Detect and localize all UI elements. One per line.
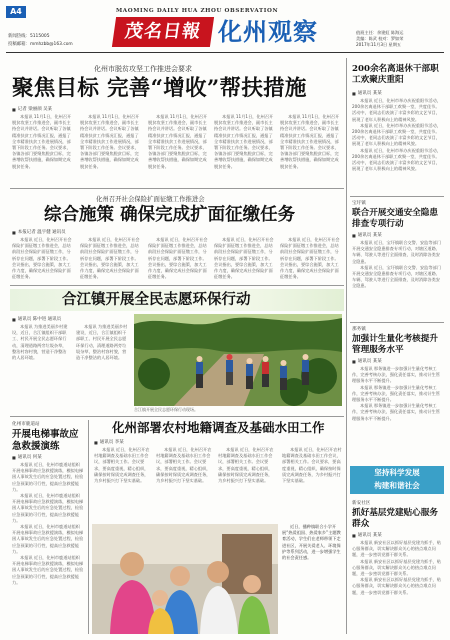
article-2-body: 本报讯 近日，化州召开社会保险扩面征缴工作推进会，总结前段社会保险扩面征缴工作，分析存在问题，部署下阶段工作。会议指出，要综合施策，加大工作力度，确保完成社会保险扩面征缴任务。 [12,237,72,280]
article-1-byline: ■ 记者 梁丽颜 吴某 [12,106,52,112]
phone-label: 新闻热线：5115005 [8,34,50,39]
photo-story-body: 本报讯 为推进美丽乡村建设，近日，合江镇组织干部职工、村民开展全民志愿环保行动，清理道路两旁垃圾杂草，整治村容村貌，营造干净整洁的人居环境。 [12,324,68,361]
date-line: 2017年11月3日 星期五 [356,42,402,47]
article-2-body-col4: 本报讯 近日，化州召开社会保险扩面征缴工作推进会，总结前段社会保险扩面征缴工作，分析存在问题，部署下阶段工作。会议指出，要综合施策，加大工作力度，确保完成社会保险扩面征缴任务。 [214,237,274,280]
right-article-4-kicker: 新安社区 [352,501,371,506]
divider-2 [10,285,344,286]
right-article-2-byline: ■ 通讯员 某某 [352,232,382,238]
article-1-body-col2: 本报讯 11月1日，化州召开脱贫攻坚工作推进会，副市长主持会议并讲话。会议听取了各镇精准扶贫工作情况汇报，通报了全市精准扶贫工作进展情况，部署下阶段工作任务。会议要求，各镇各部门要聚焦脱贫目标，完善增收帮扶措施，确保如期完成脱贫任务。 [80,114,140,169]
divider-1 [10,188,344,189]
article-2-body-col5: 本报讯 近日，化州召开社会保险扩面征缴工作推进会，总结前段社会保险扩面征缴工作，分析存在问题，部署下阶段工作。会议指出，要综合施策，加大工作力度，确保完成社会保险扩面征缴任务。 [280,237,340,280]
children-photo-caption: 近日，播种镇联合小学开展“热爱祖国、热爱家乡”主题教育活动，学生们在老师带领下走进社区，开展关爱老人、环境保护等系列活动，进一步增强学生的社会责任感。 [282,524,341,561]
photo-story-byline: ■ 通讯员 陈中进 通讯员 [12,316,61,322]
bottom-article-body: 本报讯 近日，化州召开农村地籍调查及基础水田工作会议，部署相关工作。会议要求，要高度重视，精心组织，确保按时保质完成调查任务，为乡村振兴打下坚实基础。 [94,447,150,484]
right-article-3-body: 本报讯 那务镇进一步加强计生量化考核工作，完善考核办法，强化责任落实，推动计生管理服务水平不断提升。 本报讯 那务镇进一步加强计生量化考核工作，完善考核办法，强化责任落实，推动计生管理服务水平不断提升。 本报讯 那务镇进一步加强计生量化考核工作，完善考核办法，强化责任落实，推动计生管理服务水平不断提升。 [352,366,440,421]
right-article-4-byline: ■ 通讯员 某某 [352,532,382,538]
email-label: 投稿邮箱：mmhzbb@163.com [8,42,73,47]
slogan-line-1: 坚持科学发展 [374,468,420,477]
masthead-rule [6,52,444,53]
article-1-body: 本报讯 11月1日，化州召开脱贫攻坚工作推进会，副市长主持会议并讲话。会议听取了各镇精准扶贫工作情况汇报，通报了全市精准扶贫工作进展情况，部署下阶段工作任务。会议要求，各镇各部门要聚焦脱贫目标，完善增收帮扶措施，确保如期完成脱贫任务。 [12,114,72,169]
newspaper-logo: 茂名日報 [112,17,214,47]
slogan-line-2: 构建和谐社会 [374,481,420,490]
bottom-article-byline: ■ 通讯员 李某 [94,439,124,445]
slogan-banner [350,466,444,494]
right-article-1-body: 本报讯 近日，化州市举办庆祝重阳节活动，200余名离退休干部职工欢聚一堂，共度佳节。活动中，老同志们表演了丰富多彩的文艺节目，展现了老年人积极向上的精神风貌。 本报讯 近日，化州市举办庆祝重阳节活动，200余名离退休干部职工欢聚一堂，共度佳节。活动中，老同志们表演了丰富多彩的文艺节目，展现了老年人积极向上的精神风貌。 本报讯 近日，化州市举办庆祝重阳节活动，200余名离退休干部职工欢聚一堂，共度佳节。活动中，老同志们表演了丰富多彩的文艺节目，展现了老年人积极向上的精神风貌。 [352,98,441,172]
right-article-2-kicker: 宝圩镇 [352,201,366,206]
photo-story-headline: 合江镇开展全民志愿环保行动 [62,291,251,308]
divider-3 [10,416,344,417]
photo-story-body-col2: 本报讯 为推进美丽乡村建设，近日，合江镇组织干部职工、村民开展全民志愿环保行动，清理道路两旁垃圾杂草，整治村容村貌，营造干净整洁的人居环境。 [76,324,128,361]
right-column-divider [346,58,347,634]
bottom-article-body-col2: 本报讯 近日，化州召开农村地籍调查及基础水田工作会议，部署相关工作。会议要求，要高度重视，精心组织，确保按时保质完成调查任务，为乡村振兴打下坚实基础。 [156,447,212,484]
right-article-2-body: 本报讯 近日，宝圩镇联合交警、安监等部门开展交通安全隐患排查专项行动，对辖区道路、车辆、驾驶人等进行全面排查，及时消除各类安全隐患。 本报讯 近日，宝圩镇联合交警、安监等部门开展交通安全隐患排查专项行动，对辖区道路、车辆、驾驶人等进行全面排查，及时消除各类安全隐患。 [352,240,441,289]
article-2-kicker: 化州召开社会保险扩面征缴工作推进会 [96,195,205,203]
bottom-article-body-col4: 本报讯 近日，化州召开农村地籍调查及基础水田工作会议，部署相关工作。会议要求，要高度重视，精心组织，确保按时保质完成调查任务，为乡村振兴打下坚实基础。 [282,447,342,484]
left-bottom-kicker: 化州市鹿道站 [12,422,40,427]
right-article-4-body: 本报讯 新安社区以抓好基层党建为抓手，贴心服务群众，切实解决群众关心的热点难点问题，进一步密切党群干群关系。 本报讯 新安社区以抓好基层党建为抓手，贴心服务群众，切实解决群众关心的热点难点问题，进一步密切党群干群关系。 本报讯 新安社区以抓好基层党建为抓手，贴心服务群众，切实解决群众关心的热点难点问题，进一步密切党群干群关系。 [352,540,441,595]
children-photo [92,524,278,634]
right-article-4-headline: 抓好基层党建贴心服务群众 [352,508,438,529]
article-2-body-col2: 本报讯 近日，化州召开社会保险扩面征缴工作推进会，总结前段社会保险扩面征缴工作，分析存在问题，部署下阶段工作。会议指出，要综合施策，加大工作力度，确保完成社会保险扩面征缴任务。 [80,237,140,280]
article-1-body-col5: 本报讯 11月1日，化州召开脱贫攻坚工作推进会，副市长主持会议并讲话。会议听取了各镇精准扶贫工作情况汇报，通报了全市精准扶贫工作进展情况，部署下阶段工作任务。会议要求，各镇各部门要聚焦脱贫目标，完善增收帮扶措施，确保如期完成脱贫任务。 [280,114,340,169]
editor-line: 值班主任：余建虹 陈海运 [356,30,404,35]
right-article-3-headline: 加强计生量化考核提升管理服务水平 [352,334,438,355]
article-2-body-col3: 本报讯 近日，化州召开社会保险扩面征缴工作推进会，总结前段社会保险扩面征缴工作，分析存在问题，部署下阶段工作。会议指出，要综合施策，加大工作力度，确保完成社会保险扩面征缴任务。 [148,237,208,280]
page-tag: A4 [6,6,26,18]
article-1-body-col4: 本报讯 11月1日，化州召开脱贫攻坚工作推进会，副市长主持会议并讲话。会议听取了各镇精准扶贫工作情况汇报，通报了全市精准扶贫工作进展情况，部署下阶段工作任务。会议要求，各镇各部门要聚焦脱贫目标，完善增收帮扶措施，确保如期完成脱贫任务。 [214,114,274,169]
left-bottom-headline: 开展电梯事故应急救援演练 [12,429,79,452]
right-article-1-headline: 200余名离退休干部职工欢聚庆重阳 [352,64,439,85]
article-1-kicker: 化州市脱贫攻坚工作推进会要求 [94,65,192,73]
proof-line: 美编：陈武 校对：罗如荣 [356,36,404,41]
right-article-2-headline: 联合开展交通安全隐患排查专项行动 [352,208,438,229]
article-2-headline: 综合施策 确保完成扩面征缴任务 [44,205,296,225]
right-divider-1 [350,196,444,197]
english-title: MAOMING DAILY HUA ZHOU OBSERVATION [116,8,279,14]
article-1-headline: 聚焦目标 完善“增收”帮扶措施 [12,76,307,101]
left-bottom-byline: ■ 通讯员 何某 [12,454,42,460]
left-bottom-body: 本报讯 近日，化州市鹿道站组织开展电梯事故应急救援演练，模拟电梯困人事故发生后的应急处置过程，检验应急预案的可行性，提高应急救援能力。 本报讯 近日，化州市鹿道站组织开展电梯事故应急救援演练，模拟电梯困人事故发生后的应急处置过程，检验应急预案的可行性，提高应急救援能力。 本报讯 近日，化州市鹿道站组织开展电梯事故应急救援演练，模拟电梯困人事故发生后的应急处置过程，检验应急预案的可行性，提高应急救援能力。 本报讯 近日，化州市鹿道站组织开展电梯事故应急救援演练，模拟电梯困人事故发生后的应急处置过程，检验应急预案的可行性，提高应急救援能力。 [12,462,84,585]
left-bottom-divider [88,420,89,634]
right-article-1-byline: ■ 通讯员 某某 [352,90,382,96]
bottom-article-body-col3: 本报讯 近日，化州召开农村地籍调查及基础水田工作会议，部署相关工作。会议要求，要高度重视，精心组织，确保按时保质完成调查任务，为乡村振兴打下坚实基础。 [218,447,274,484]
photo-story-caption: 合江镇开展全民志愿环保行动现场。 [134,407,198,412]
bottom-article-headline: 化州部署农村地籍调查及基础水田工作 [112,420,325,435]
right-article-3-byline: ■ 通讯员 某某 [352,358,382,364]
article-1-body-col3: 本报讯 11月1日，化州召开脱贫攻坚工作推进会，副市长主持会议并讲话。会议听取了各镇精准扶贫工作情况汇报，通报了全市精准扶贫工作进展情况，部署下阶段工作任务。会议要求，各镇各部门要聚焦脱贫目标，完善增收帮扶措施，确保如期完成脱贫任务。 [148,114,208,169]
article-2-byline: ■ 本报记者 温宇健 通讯员 [12,229,66,235]
volunteer-photo [134,314,342,406]
right-article-3-kicker: 那务镇 [352,327,366,332]
section-title: 化州观察 [218,18,318,46]
right-divider-2 [350,322,444,323]
